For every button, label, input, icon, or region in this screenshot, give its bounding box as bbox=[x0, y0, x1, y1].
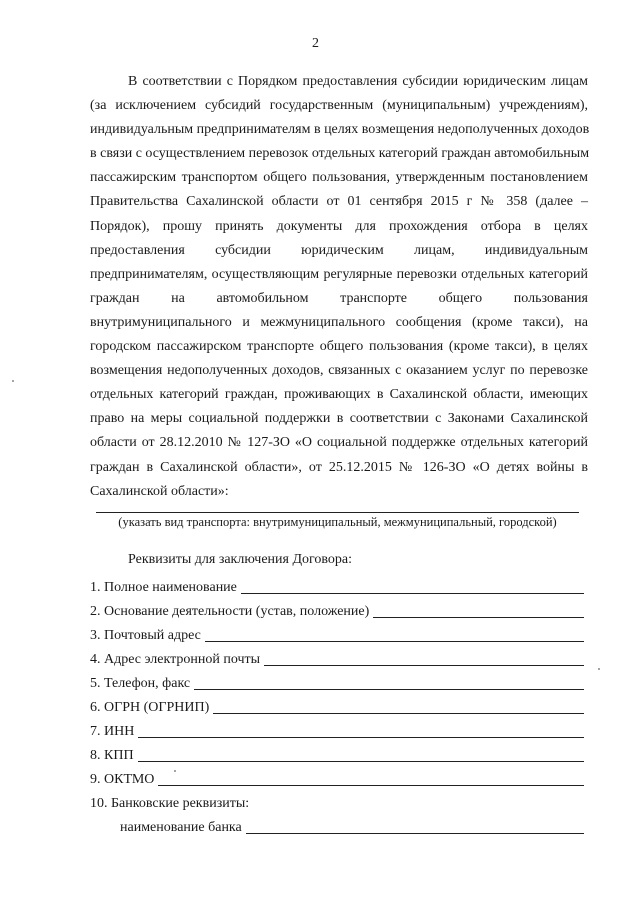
requisite-label: 1. Полное наименование bbox=[90, 580, 237, 595]
paragraph-line: городском пассажирском транспорте общего пользования (кроме такси), в целях bbox=[90, 339, 588, 355]
requisite-fill-line[interactable] bbox=[158, 784, 584, 786]
requisite-inn bbox=[90, 720, 584, 740]
requisite-label: 5. Телефон, факс bbox=[90, 676, 191, 691]
requisite-oktmo bbox=[90, 768, 584, 788]
paragraph-line: области от 28.12.2010 № 127-ЗО «О социальной поддержке отдельных категорий bbox=[90, 435, 588, 451]
requisite-postal-address bbox=[90, 624, 584, 644]
requisite-label: 6. ОГРН (ОГРНИП) bbox=[90, 700, 210, 715]
requisite-bank-details bbox=[90, 792, 584, 812]
transport-type-field[interactable] bbox=[96, 512, 579, 513]
requisite-label: 2. Основание деятельности (устав, положение) bbox=[90, 604, 370, 619]
requisites-heading: Реквизиты для заключения Договора: bbox=[128, 552, 353, 567]
requisite-fill-line[interactable] bbox=[138, 760, 584, 762]
paragraph-line: В соответствии с Порядком предоставления субсидии юридическим лицам bbox=[128, 74, 588, 89]
requisite-fill-line[interactable] bbox=[194, 688, 584, 690]
transport-type-caption: (указать вид транспорта: внутримуниципальный, межмуниципальный, городской) bbox=[118, 515, 557, 529]
paragraph-line: индивидуальным предпринимателям в целях возмещения недополученных доходов bbox=[90, 122, 590, 138]
requisite-label: 4. Адрес электронной почты bbox=[90, 652, 261, 667]
requisite-fill-line[interactable] bbox=[246, 832, 584, 834]
requisite-phone-fax bbox=[90, 672, 584, 692]
paragraph-line: внутримуниципального и межмуниципального сообщения (кроме такси), на bbox=[90, 314, 588, 330]
requisite-label: 7. ИНН bbox=[90, 724, 135, 739]
requisite-basis bbox=[90, 600, 584, 620]
scan-speck bbox=[598, 668, 600, 670]
scan-speck bbox=[12, 380, 14, 382]
paragraph-line: Правительства Сахалинской области от 01 сентября 2015 г № 358 (далее – bbox=[90, 194, 588, 210]
paragraph-line: предоставления субсидии юридическим лицам, индивидуальным bbox=[90, 242, 588, 258]
paragraph-line: (за исключением субсидий государственным (муниципальным) учреждениям), bbox=[90, 98, 588, 114]
requisite-label: 10. Банковские реквизиты: bbox=[90, 796, 250, 811]
requisite-fill-line[interactable] bbox=[264, 664, 584, 666]
paragraph-line: предпринимателям, осуществляющим регулярные перевозки отдельных категорий bbox=[90, 266, 588, 282]
requisite-bank-name bbox=[120, 816, 584, 836]
requisite-label: 3. Почтовый адрес bbox=[90, 628, 201, 643]
requisite-fill-line[interactable] bbox=[213, 712, 584, 714]
requisite-fill-line[interactable] bbox=[205, 640, 584, 642]
paragraph-line: право на меры социальной поддержки в соответствии с Законами Сахалинской bbox=[90, 411, 588, 427]
paragraph-line: пассажирским транспортом общего пользования, утвержденным постановлением bbox=[90, 170, 588, 186]
requisite-fill-line[interactable] bbox=[373, 616, 584, 618]
paragraph-line: граждан на автомобильном транспорте общего пользования bbox=[90, 290, 588, 306]
page-number: 2 bbox=[312, 36, 319, 51]
paragraph-line: отдельных категорий граждан, проживающих в Сахалинской области, имеющих bbox=[90, 387, 588, 403]
paragraph-line: возмещения недополученных доходов, связанных с оказанием услуг по перевозке bbox=[90, 363, 588, 379]
application-paragraph bbox=[90, 70, 588, 504]
requisite-ogrn bbox=[90, 696, 584, 716]
requisite-label: 8. КПП bbox=[90, 748, 134, 763]
requisite-label: 9. ОКТМО bbox=[90, 772, 155, 787]
requisite-fill-line[interactable] bbox=[241, 592, 584, 594]
requisite-full-name bbox=[90, 576, 584, 596]
requisite-kpp bbox=[90, 744, 584, 764]
requisite-email bbox=[90, 648, 584, 668]
paragraph-line: в связи с осуществлением перевозок отдельных категорий граждан автомобильным bbox=[90, 146, 590, 162]
requisite-label: наименование банка bbox=[120, 820, 242, 835]
paragraph-line: Порядок), прошу принять документы для прохождения отбора в целях bbox=[90, 218, 588, 234]
paragraph-line: Сахалинской области»: bbox=[90, 483, 229, 499]
paragraph-line: граждан в Сахалинской области», от 25.12.2015 № 126-ЗО «О детях войны в bbox=[90, 459, 588, 475]
requisite-fill-line[interactable] bbox=[138, 736, 584, 738]
scan-speck bbox=[174, 770, 176, 772]
